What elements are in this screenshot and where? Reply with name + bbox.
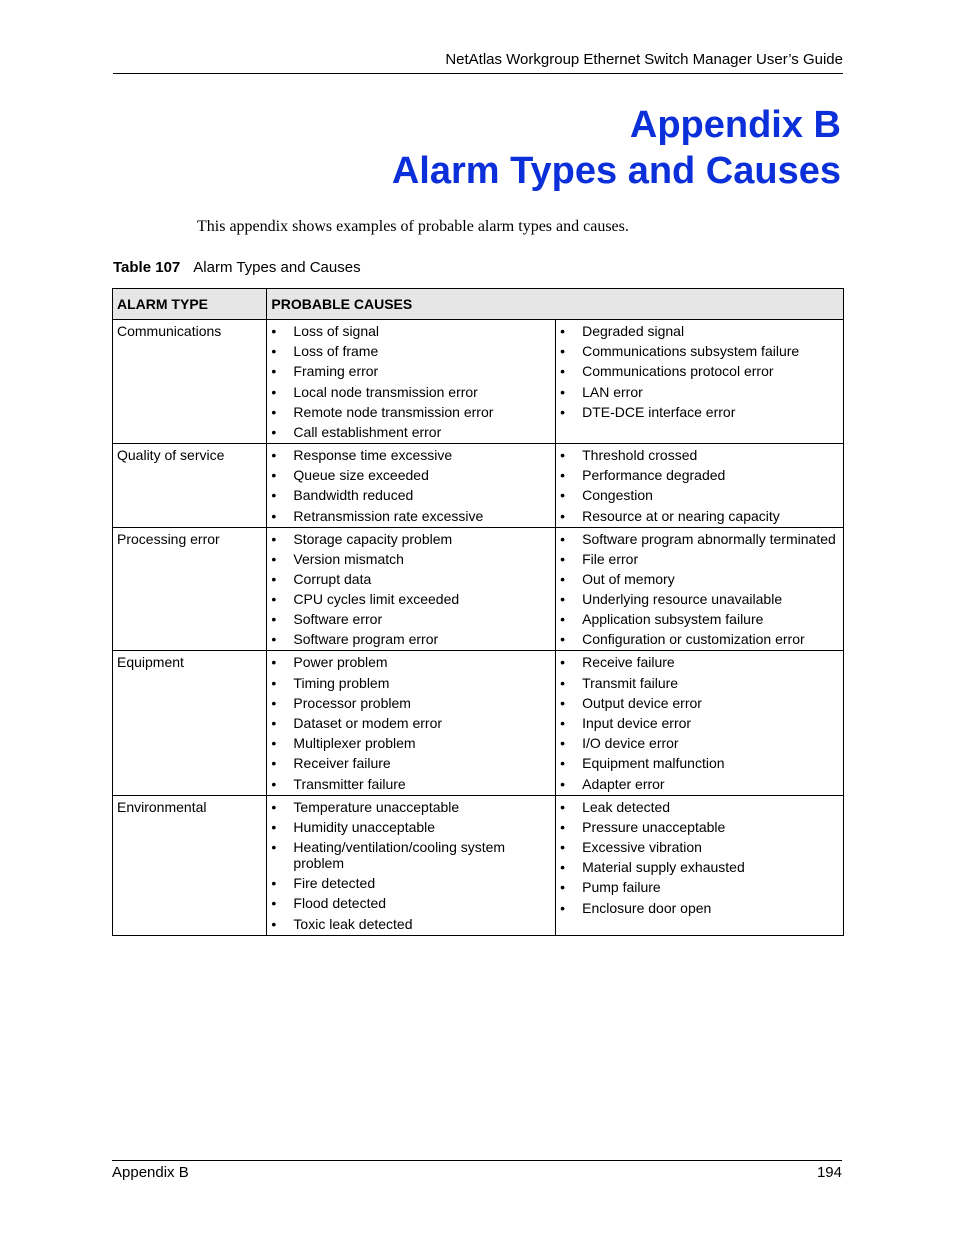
cause-item: • Dataset or modem error: [271, 715, 551, 731]
title-line-topic: Alarm Types and Causes: [391, 150, 841, 192]
cause-item: • Storage capacity problem: [271, 531, 551, 547]
table-row: [113, 320, 844, 444]
alarm-type-cell: Processing error: [113, 527, 267, 651]
cause-item: • Out of memory: [560, 571, 839, 587]
cause-item: • Pressure unacceptable: [560, 819, 839, 835]
causes-list: [271, 323, 551, 440]
cause-item: • Threshold crossed: [560, 447, 839, 463]
table-row: [113, 651, 844, 795]
cause-item: • Local node transmission error: [271, 384, 551, 400]
intro-paragraph: This appendix shows examples of probable alarm types and causes.: [197, 218, 629, 235]
causes-cell-left: [267, 795, 556, 935]
cause-item: • CPU cycles limit exceeded: [271, 591, 551, 607]
cause-item: • Degraded signal: [560, 323, 839, 339]
causes-list: [560, 799, 839, 916]
table-body: [113, 320, 844, 936]
table-caption-text: Alarm Types and Causes: [193, 259, 361, 276]
cause-item: • Version mismatch: [271, 551, 551, 567]
running-header: NetAtlas Workgroup Ethernet Switch Manager User’s Guide: [113, 51, 843, 74]
cause-item: • Application subsystem failure: [560, 611, 839, 627]
cause-item: • Adapter error: [560, 776, 839, 792]
cause-item: • Corrupt data: [271, 571, 551, 587]
table-caption: [113, 259, 361, 276]
causes-cell-right: [556, 443, 844, 527]
cause-item: • Power problem: [271, 654, 551, 670]
cause-item: • Underlying resource unavailable: [560, 591, 839, 607]
cause-item: • Resource at or nearing capacity: [560, 508, 839, 524]
causes-list: [271, 799, 551, 932]
cause-item: • Output device error: [560, 695, 839, 711]
cause-item: • Retransmission rate excessive: [271, 508, 551, 524]
cause-item: • Performance degraded: [560, 467, 839, 483]
causes-list: [271, 531, 551, 648]
cause-item: • Excessive vibration: [560, 839, 839, 855]
cause-item: • Call establishment error: [271, 424, 551, 440]
cause-item: • Bandwidth reduced: [271, 487, 551, 503]
causes-list: [560, 654, 839, 791]
cause-item: • Input device error: [560, 715, 839, 731]
cause-item: • Enclosure door open: [560, 900, 839, 916]
alarm-type-cell: Communications: [113, 320, 267, 444]
cause-item: • Software error: [271, 611, 551, 627]
header-alarm-type: ALARM TYPE: [113, 289, 267, 320]
cause-item: • Multiplexer problem: [271, 735, 551, 751]
cause-item: • File error: [560, 551, 839, 567]
page-number: 194: [816, 1164, 842, 1181]
causes-cell-right: [556, 320, 844, 444]
cause-item: • Temperature unacceptable: [271, 799, 551, 815]
table-row: [113, 795, 844, 935]
cause-item: • Processor problem: [271, 695, 551, 711]
causes-cell-left: [267, 527, 556, 651]
causes-cell-right: [556, 795, 844, 935]
table-row: [113, 527, 844, 651]
cause-item: • Loss of signal: [271, 323, 551, 339]
table-header-row: [113, 289, 844, 320]
cause-item: • Pump failure: [560, 879, 839, 895]
cause-item: • Timing problem: [271, 675, 551, 691]
causes-cell-right: [556, 651, 844, 795]
alarm-types-table: [112, 288, 844, 936]
causes-list: [271, 447, 551, 524]
table-row: [113, 443, 844, 527]
cause-item: • Loss of frame: [271, 343, 551, 359]
cause-item: • Material supply exhausted: [560, 859, 839, 875]
title-line-appendix: Appendix B: [629, 104, 841, 146]
alarm-type-cell: Equipment: [113, 651, 267, 795]
causes-cell-right: [556, 527, 844, 651]
running-footer: [112, 1160, 842, 1181]
cause-item: • I/O device error: [560, 735, 839, 751]
cause-item: • Fire detected: [271, 875, 551, 891]
cause-item: • Communications protocol error: [560, 363, 839, 379]
cause-item: • Transmitter failure: [271, 776, 551, 792]
cause-item: • Software program error: [271, 631, 551, 647]
cause-item: • Toxic leak detected: [271, 916, 551, 932]
cause-item: • DTE-DCE interface error: [560, 404, 839, 420]
causes-cell-left: [267, 443, 556, 527]
table-caption-number: Table 107: [113, 259, 181, 276]
causes-list: [560, 323, 839, 420]
cause-item: • Receiver failure: [271, 755, 551, 771]
causes-list: [560, 531, 839, 648]
cause-item: • Response time excessive: [271, 447, 551, 463]
page-title: [113, 102, 841, 194]
cause-item: • Transmit failure: [560, 675, 839, 691]
cause-item: • Configuration or customization error: [560, 631, 839, 647]
causes-cell-left: [267, 651, 556, 795]
cause-item: • Remote node transmission error: [271, 404, 551, 420]
cause-item: • LAN error: [560, 384, 839, 400]
footer-section: Appendix B: [112, 1164, 189, 1181]
cause-item: • Leak detected: [560, 799, 839, 815]
cause-item: • Humidity unacceptable: [271, 819, 551, 835]
cause-item: • Software program abnormally terminated: [560, 531, 839, 547]
cause-item: • Queue size exceeded: [271, 467, 551, 483]
cause-item: • Equipment malfunction: [560, 755, 839, 771]
cause-item: • Flood detected: [271, 895, 551, 911]
alarm-type-cell: Quality of service: [113, 443, 267, 527]
cause-item: • Communications subsystem failure: [560, 343, 839, 359]
header-probable-causes: PROBABLE CAUSES: [267, 289, 844, 320]
causes-cell-left: [267, 320, 556, 444]
cause-item: • Receive failure: [560, 654, 839, 670]
cause-item: • Congestion: [560, 487, 839, 503]
causes-list: [560, 447, 839, 524]
alarm-type-cell: Environmental: [113, 795, 267, 935]
cause-item: • Heating/ventilation/cooling system problem: [271, 839, 551, 871]
cause-item: • Framing error: [271, 363, 551, 379]
causes-list: [271, 654, 551, 791]
